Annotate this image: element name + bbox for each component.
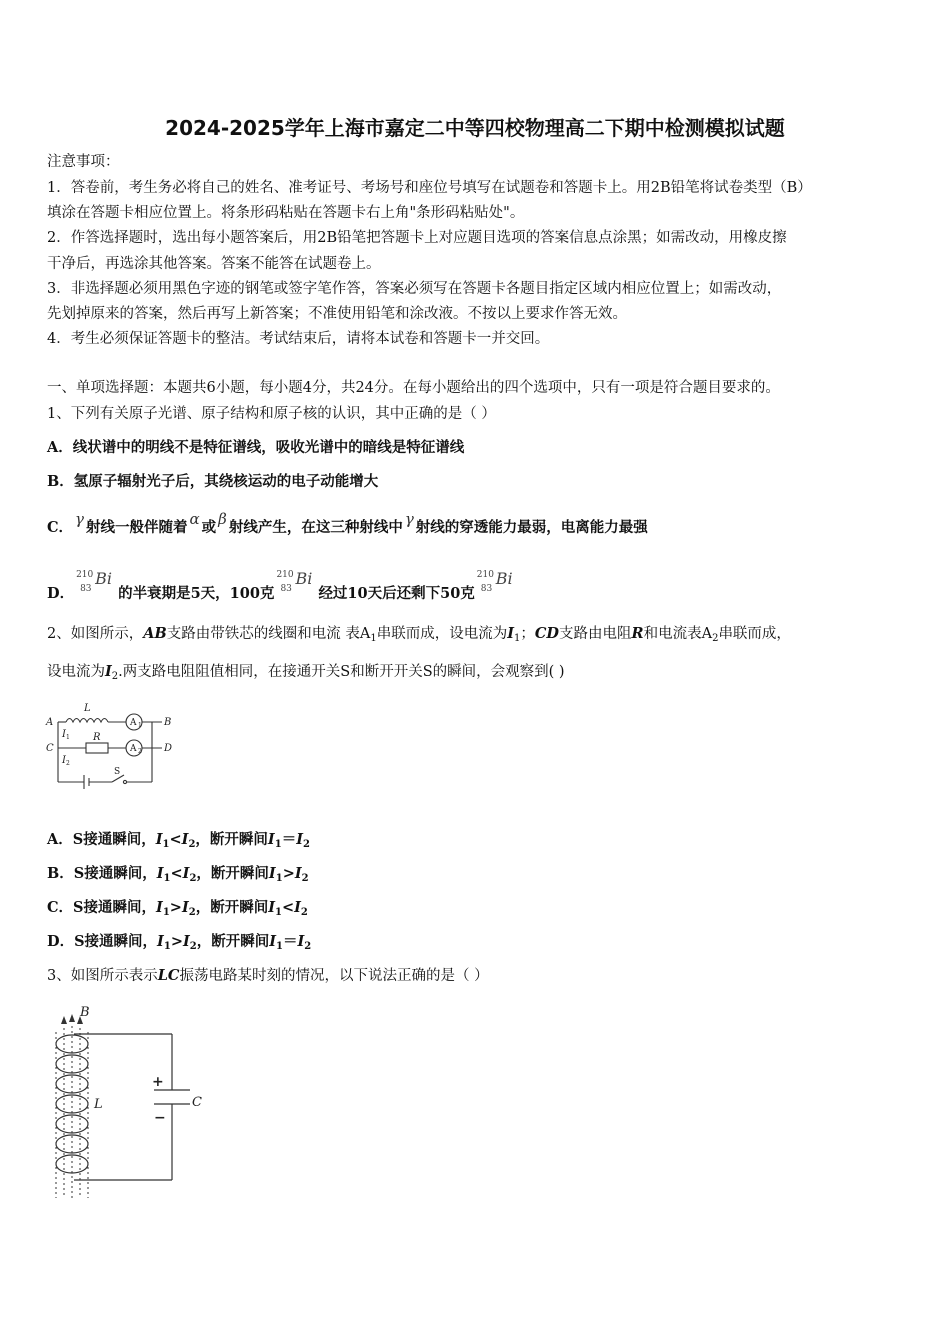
q2-option-c: C．S接通瞬间，$I_1>I_2$，断开瞬间$I_1<I_2$ xyxy=(47,899,308,918)
capacitor-label: C xyxy=(192,1095,202,1110)
notice-line: 4．考生必须保证答题卡的整洁。考试结束后，请将本试卷和答题卡一并交回。 xyxy=(47,331,550,347)
q2-option-a: A．S接通瞬间，$I_1<I_2$，断开瞬间$I_1=I_2$ xyxy=(47,831,310,850)
bismuth-nuclide: 210 83 Bi xyxy=(476,569,513,594)
q1-option-d-text: 经过10天后还剩下50克 xyxy=(318,585,475,602)
notice-line: 填涂在答题卡相应位置上。将条形码粘贴在答题卡右上角"条形码粘贴处"。 xyxy=(47,205,525,221)
ammeter-a2-label: A xyxy=(130,744,137,754)
q3-lc-circuit-diagram xyxy=(44,1002,224,1202)
q1-option-d-text: 的半衰期是5天，100克 xyxy=(118,585,275,602)
notice-line: 干净后，再选涂其他答案。答案不能答在试题卷上。 xyxy=(47,256,381,272)
q1-option-c-text: 或 xyxy=(201,519,217,536)
exam-title: 2024-2025学年上海市嘉定二中等四校物理高二下期中检测模拟试题 xyxy=(165,116,785,140)
current-label-i2: I xyxy=(62,755,66,766)
svg-text:2: 2 xyxy=(66,760,70,767)
svg-text:1: 1 xyxy=(66,734,70,741)
resistor-label: R xyxy=(93,732,101,743)
gamma-symbol: γ xyxy=(404,510,414,528)
q1-option-d xyxy=(47,569,519,603)
node-label-c: C xyxy=(46,743,54,754)
notice-line: 3．非选择题必须用黑色字迹的钢笔或签字笔作答，答案必须写在答题卡各题目指定区域内相应位置上；如需改动， xyxy=(47,281,782,297)
alpha-symbol: α xyxy=(189,510,200,528)
node-label-b: B xyxy=(164,717,172,728)
node-label-a: A xyxy=(46,717,54,728)
current-label-i1: I xyxy=(62,729,66,740)
notice-line: 1．答卷前，考生务必将自己的姓名、准考证号、考场号和座位号填写在试题卷和答题卡上。用2B铅笔将试卷类型（B） xyxy=(47,180,812,196)
svg-text:1: 1 xyxy=(138,722,142,729)
beta-symbol: β xyxy=(218,510,227,528)
svg-text:2: 2 xyxy=(138,748,142,755)
q2-option-d: D．S接通瞬间，$I_1>I_2$，断开瞬间$I_1=I_2$ xyxy=(47,933,312,952)
q1-option-b-text: B．氢原子辐射光子后，其绕核运动的电子动能增大 xyxy=(47,473,379,490)
q1-option-c-label: C． xyxy=(47,519,74,536)
q1-option-c-text: 射线一般伴随着 xyxy=(86,519,188,536)
notice-heading: 注意事项： xyxy=(47,154,120,170)
gamma-symbol: γ xyxy=(75,510,85,528)
inductor-label: L xyxy=(84,703,91,714)
q2-stem-line2: 设电流为$I_2$.两支路电阻阻值相同，在接通开关S和断开开关S的瞬间，会观察到( ) xyxy=(47,663,565,682)
q1-stem: 1、下列有关原子光谱、原子结构和原子核的认识，其中正确的是（ ） xyxy=(47,406,496,422)
q1-option-a xyxy=(47,436,464,457)
ammeter-a1-label: A xyxy=(130,718,137,728)
inductor-label: L xyxy=(94,1097,103,1112)
bismuth-nuclide: 210 83 Bi xyxy=(276,569,313,594)
q3-stem: 3、如图所示表示LC振荡电路某时刻的情况，以下说法正确的是（ ） xyxy=(47,967,489,984)
bismuth-nuclide: 210 83 Bi xyxy=(76,569,112,594)
switch-label: S xyxy=(114,767,121,777)
q1-option-c-text: 射线产生，在这三种射线中 xyxy=(228,519,403,536)
plus-sign: + xyxy=(152,1074,164,1090)
node-label-d: D xyxy=(164,743,173,754)
q2-option-b: B．S接通瞬间，$I_1<I_2$，断开瞬间$I_1>I_2$ xyxy=(47,865,309,884)
notice-line: 2．作答选择题时，选出每小题答案后，用2B铅笔把答题卡上对应题目选项的答案信息点涂黑；如需改动，用橡皮擦 xyxy=(47,230,787,246)
section-heading: 一、单项选择题：本题共6小题，每小题4分，共24分。在每小题给出的四个选项中，只有一项是符合题目要求的。 xyxy=(47,380,780,396)
q2-circuit-diagram xyxy=(44,702,184,792)
minus-sign: − xyxy=(154,1110,166,1126)
q1-option-c xyxy=(47,510,648,537)
notice-line: 先划掉原来的答案，然后再写上新答案；不准使用铅笔和涂改液。不按以上要求作答无效。 xyxy=(47,306,627,322)
q1-option-a-text: A．线状谱中的明线不是特征谱线，吸收光谱中的暗线是特征谱线 xyxy=(47,439,465,456)
q2-stem: 2、如图所示，AB支路由带铁芯的线圈和电流 表$A_1$串联而成，设电流为$I_1$；CD支路由电阻R和电流表$A_2$串联而成， xyxy=(47,625,791,644)
b-field-label: B xyxy=(80,1005,90,1020)
q1-option-c-text: 射线的穿透能力最弱，电离能力最强 xyxy=(415,519,648,536)
q1-option-b xyxy=(47,470,378,491)
q1-option-d-label: D． xyxy=(47,585,75,602)
